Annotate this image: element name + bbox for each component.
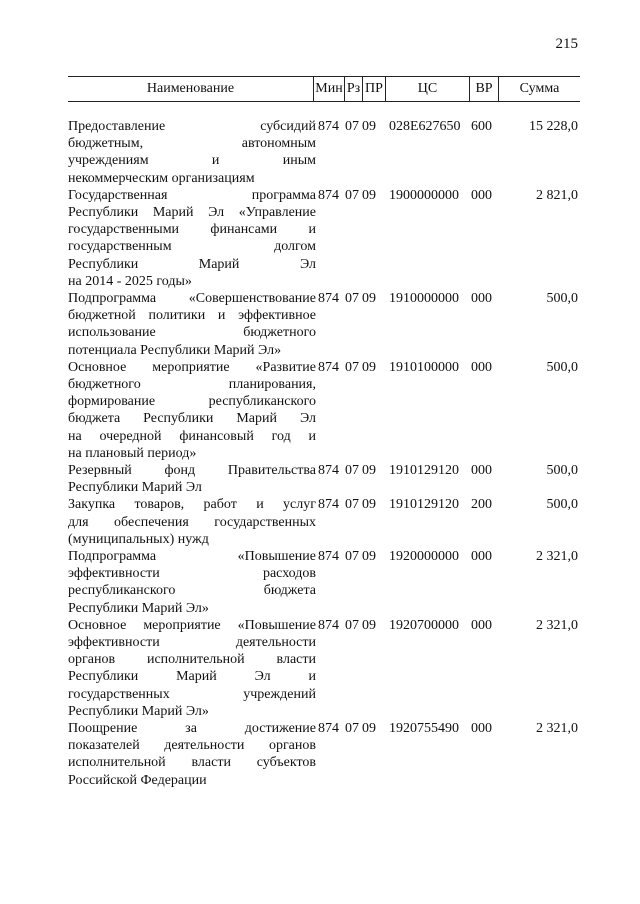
row-min: 874 bbox=[318, 291, 339, 306]
row-vr: 000 bbox=[471, 617, 492, 633]
row-name-line: государственным долгом bbox=[68, 239, 316, 255]
row-name-line: (муниципальных) нужд bbox=[68, 531, 209, 547]
row-name bbox=[68, 496, 316, 548]
row-cs: 1910000000 bbox=[389, 291, 459, 306]
row-name-line: учреждениям и иным bbox=[68, 153, 316, 169]
row-vr: 200 bbox=[471, 497, 492, 513]
row-name-line: Поощрение за достижение bbox=[68, 721, 316, 736]
row-name-line: Республики Марий Эл bbox=[68, 480, 202, 496]
row-sum: 2 321,0 bbox=[536, 721, 578, 736]
row-name-line: исполнительной власти субъектов bbox=[68, 755, 316, 771]
row-name-line: эффективности деятельности bbox=[68, 635, 316, 650]
row-pr: 09 bbox=[362, 187, 376, 203]
row-name-line: на плановый период» bbox=[68, 445, 197, 461]
row-name-line: государственными финансами и bbox=[68, 222, 316, 238]
row-name-line: органов исполнительной власти bbox=[68, 652, 316, 668]
row-pr: 09 bbox=[362, 721, 376, 736]
row-name-line: Подпрограмма «Совершенствование bbox=[68, 291, 316, 306]
page-number: 215 bbox=[555, 36, 578, 52]
row-name-line: эффективности расходов bbox=[68, 566, 316, 582]
row-cs: 1920755490 bbox=[389, 721, 459, 736]
row-name bbox=[68, 359, 316, 462]
row-name-line: Республики Марий Эл» bbox=[68, 703, 209, 719]
row-rz: 07 bbox=[345, 359, 359, 375]
row-name-line: показателей деятельности органов bbox=[68, 738, 316, 754]
row-vr: 000 bbox=[471, 359, 492, 375]
row-cs: 1910129120 bbox=[389, 463, 459, 478]
row-min: 874 bbox=[318, 463, 339, 478]
row-name-line: бюджетным, автономным bbox=[68, 136, 316, 152]
row-name-line: Республики Марий Эл и bbox=[68, 669, 316, 685]
row-name-line: Закупка товаров, работ и услуг bbox=[68, 497, 316, 513]
row-pr: 09 bbox=[362, 119, 376, 134]
row-vr: 000 bbox=[471, 549, 492, 564]
row-name-line: для обеспечения государственных bbox=[68, 514, 316, 530]
row-name bbox=[68, 290, 316, 359]
row-name-line: Основное мероприятие «Повышение bbox=[68, 617, 316, 633]
row-name-line: Российской Федерации bbox=[68, 772, 207, 788]
row-pr: 09 bbox=[362, 497, 376, 513]
row-name-line: формирование республиканского bbox=[68, 394, 316, 410]
row-name bbox=[68, 617, 316, 720]
header-pr: ПР bbox=[362, 77, 385, 101]
row-name-line: Предоставление субсидий bbox=[68, 119, 316, 134]
header-vr: ВР bbox=[469, 77, 498, 101]
row-min: 874 bbox=[318, 359, 339, 375]
row-name bbox=[68, 720, 316, 789]
row-pr: 09 bbox=[362, 359, 376, 375]
row-name-line: Республики Марий Эл» bbox=[68, 600, 209, 616]
row-rz: 07 bbox=[345, 721, 359, 736]
row-name bbox=[68, 462, 316, 496]
row-name bbox=[68, 548, 316, 617]
row-cs: 1910100000 bbox=[389, 359, 459, 375]
row-sum: 500,0 bbox=[546, 359, 578, 375]
row-sum: 2 321,0 bbox=[536, 549, 578, 564]
row-cs: 1900000000 bbox=[389, 187, 459, 203]
row-rz: 07 bbox=[345, 549, 359, 564]
row-min: 874 bbox=[318, 497, 339, 513]
row-rz: 07 bbox=[345, 497, 359, 513]
row-rz: 07 bbox=[345, 617, 359, 633]
row-vr: 000 bbox=[471, 187, 492, 203]
row-pr: 09 bbox=[362, 617, 376, 633]
header-name: Наименование bbox=[146, 81, 235, 96]
header-min: Мин bbox=[313, 77, 344, 101]
row-rz: 07 bbox=[345, 119, 359, 134]
row-rz: 07 bbox=[345, 291, 359, 306]
row-name-line: бюджета Республики Марий Эл bbox=[68, 411, 316, 427]
row-name-line: Республики Марий Эл bbox=[68, 256, 316, 272]
row-name bbox=[68, 118, 316, 187]
row-min: 874 bbox=[318, 549, 339, 564]
row-cs: 1920000000 bbox=[389, 549, 459, 564]
row-name-line: республиканского бюджета bbox=[68, 583, 316, 599]
row-vr: 600 bbox=[471, 119, 492, 134]
row-name-line: Государственная программа bbox=[68, 187, 316, 203]
row-sum: 500,0 bbox=[546, 497, 578, 513]
row-name-line: Резервный фонд Правительства bbox=[68, 463, 316, 478]
header-sum: Сумма bbox=[498, 77, 580, 101]
row-name-line: потенциала Республики Марий Эл» bbox=[68, 342, 282, 358]
row-sum: 500,0 bbox=[546, 291, 578, 306]
row-min: 874 bbox=[318, 721, 339, 736]
row-name-line: государственных учреждений bbox=[68, 686, 316, 702]
header-rz: Рз bbox=[344, 77, 362, 101]
row-min: 874 bbox=[318, 119, 339, 134]
row-cs: 1920700000 bbox=[389, 617, 459, 633]
row-name-line: некоммерческим организациям bbox=[68, 170, 255, 186]
row-name-line: бюджетной политики и эффективное bbox=[68, 308, 316, 324]
row-rz: 07 bbox=[345, 463, 359, 478]
row-name-line: Основное мероприятие «Развитие bbox=[68, 359, 316, 375]
row-min: 874 bbox=[318, 617, 339, 633]
row-name-line: Подпрограмма «Повышение bbox=[68, 549, 316, 564]
row-vr: 000 bbox=[471, 721, 492, 736]
row-sum: 15 228,0 bbox=[529, 119, 578, 134]
row-min: 874 bbox=[318, 187, 339, 203]
row-sum: 2 321,0 bbox=[536, 617, 578, 633]
row-name-line: Республики Марий Эл «Управление bbox=[68, 205, 316, 220]
row-pr: 09 bbox=[362, 291, 376, 306]
row-name-line: использование бюджетного bbox=[68, 325, 316, 341]
row-pr: 09 bbox=[362, 463, 376, 478]
row-vr: 000 bbox=[471, 291, 492, 306]
row-cs: 1910129120 bbox=[389, 497, 459, 513]
row-rz: 07 bbox=[345, 187, 359, 203]
header-cs: ЦС bbox=[385, 77, 469, 101]
row-vr: 000 bbox=[471, 463, 492, 478]
row-name-line: бюджетного планирования, bbox=[68, 377, 316, 392]
row-pr: 09 bbox=[362, 549, 376, 564]
row-sum: 2 821,0 bbox=[536, 187, 578, 203]
row-sum: 500,0 bbox=[546, 463, 578, 478]
row-name-line: на 2014 - 2025 годы» bbox=[68, 273, 192, 289]
row-name bbox=[68, 187, 316, 290]
table-header bbox=[68, 76, 580, 102]
row-cs: 028Е627650 bbox=[389, 119, 461, 134]
row-name-line: на очередной финансовый год и bbox=[68, 428, 316, 444]
